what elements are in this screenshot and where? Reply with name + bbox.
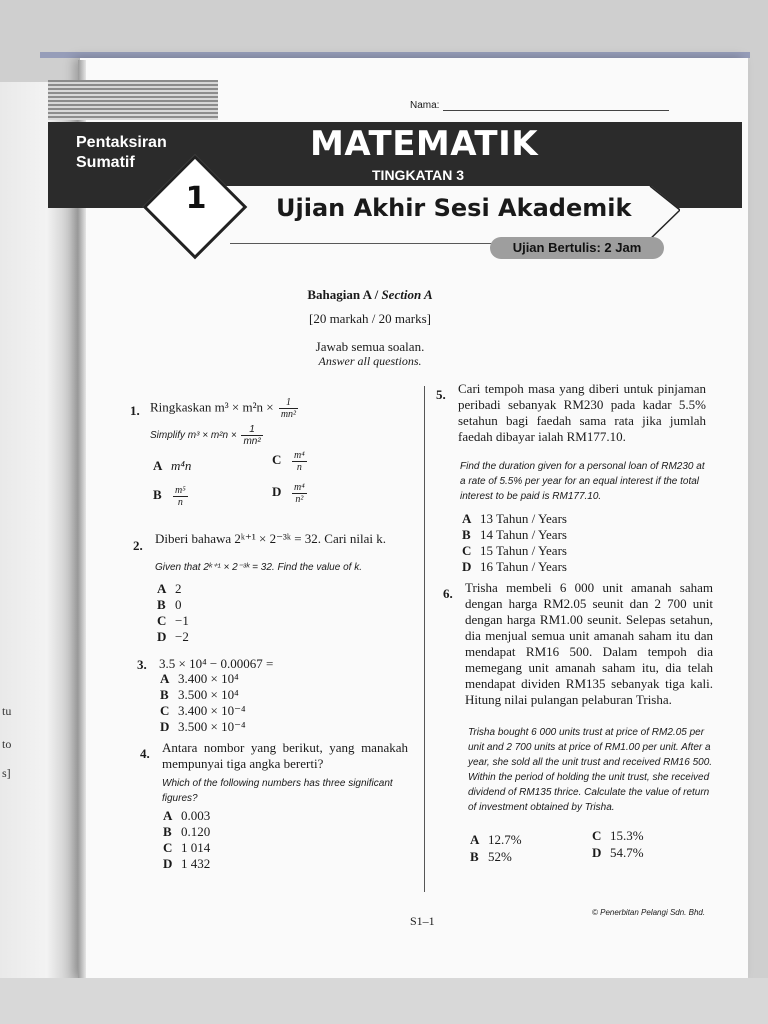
q3-option-c (160, 703, 245, 719)
question-1-text-en (150, 424, 400, 447)
option-value: 16 Tahun / Years (480, 559, 567, 574)
scan-bottom (0, 978, 768, 1024)
option-value: −2 (175, 629, 189, 644)
option-value: 1 432 (181, 856, 211, 871)
name-line (443, 110, 669, 111)
option-value: 3.400 × 10⁻⁴ (178, 703, 246, 718)
option-value: 0.003 (181, 808, 211, 823)
q4-option-a (163, 808, 210, 824)
question-number: 4. (140, 746, 150, 761)
question-number: 1. (130, 403, 140, 418)
publisher-credit: © Penerbitan Pelangi Sdn. Bhd. (592, 908, 706, 917)
section-marks: [20 markah / 20 marks] (308, 311, 432, 326)
q5-option-c (462, 543, 567, 559)
duration-badge: Ujian Bertulis: 2 Jam (490, 237, 664, 259)
option-label: A (462, 511, 472, 526)
name-field (410, 100, 669, 111)
option-value: 0.120 (181, 824, 211, 839)
instruction-ms: Jawab semua soalan. (315, 339, 425, 354)
option-value: −1 (175, 613, 189, 628)
option-value: 54.7% (610, 845, 644, 860)
option-label: B (163, 824, 172, 839)
option-label: A (470, 832, 480, 847)
question-number: 6. (443, 586, 453, 601)
q1-expression: Ringkaskan m³ × m²n × (150, 399, 274, 415)
frac-den: n (177, 497, 183, 508)
left-page-fragment: s] (2, 766, 11, 780)
frac-num: m⁵ (175, 485, 186, 496)
q3-option-a (160, 671, 239, 687)
subject-title: MATEMATIK (310, 124, 539, 164)
question-5-text-ms: Cari tempoh masa yang diberi untuk pinjaman peribadi sebanyak RM230 pada kadar 5.5% setahun bagi faedah sama rata jika jumlah faedah dibayar ialah RM177.10. (458, 381, 706, 444)
instruction-en: Answer all questions. (318, 354, 422, 368)
frac-den: n (296, 462, 302, 473)
form-label: TINGKATAN 3 (372, 167, 465, 183)
question-1-text-ms (150, 397, 400, 420)
q2-option-c (157, 613, 189, 629)
option-label: A (157, 581, 167, 596)
frac-num: m⁴ (294, 450, 305, 461)
section-title-ms: Bahagian A (307, 287, 372, 302)
q6-option-a (470, 832, 522, 848)
question-number: 3. (137, 657, 147, 672)
question-2-text-en: Given that 2ᵏ⁺¹ × 2⁻³ᵏ = 32. Find the value of k. (155, 562, 362, 573)
question-4-text-en: Which of the following numbers has three significant figures? (162, 778, 393, 804)
q1-frac-den-en: mn² (243, 436, 261, 447)
q1-fraction (279, 397, 298, 420)
option-label: C (272, 452, 282, 468)
exam-title: Ujian Akhir Sesi Akademik (276, 194, 632, 222)
section-title-en: Section A (381, 287, 433, 302)
option-value: 15 Tahun / Years (480, 543, 567, 558)
q1-frac-den: mn² (280, 409, 297, 420)
option-label: D (592, 845, 602, 860)
option-label: B (157, 597, 166, 612)
question-number: 5. (436, 387, 446, 402)
q1-expression-en: Simplify m³ × m²n × (150, 430, 237, 442)
column-divider (424, 386, 425, 892)
option-label: B (160, 687, 169, 702)
q6-option-b (470, 849, 512, 865)
assessment-line-2: Sumatif (76, 154, 135, 171)
option-label: D (160, 719, 170, 734)
left-page (0, 82, 78, 982)
q3-option-b (160, 687, 239, 703)
q1-fraction-en (241, 424, 262, 447)
name-label: Nama: (410, 100, 440, 111)
option-label: B (153, 487, 162, 503)
option-label: C (592, 828, 602, 843)
option-label: D (272, 484, 282, 500)
option-label: A (160, 671, 170, 686)
q1-frac-num-en: 1 (241, 424, 262, 436)
option-label: C (157, 613, 167, 628)
option-label: C (462, 543, 472, 558)
option-label: A (153, 458, 163, 473)
q4-option-d (163, 856, 210, 872)
q6-option-c (592, 828, 644, 844)
option-value: 15.3% (610, 828, 644, 843)
question-6-text-ms: Trisha membeli 6 000 unit amanah saham dengan harga RM2.05 seunit dan 2 700 unit dengan harga RM1.00 seunit. Selepas setahun, dia menjual semua unit amanah saham itu dan mendapat RM16 500. Dalam tempoh dia memegang unit amanah saham itu, dia telah mendapat dividen RM135 sebanyak tiga kali. Hitung nilai pulangan pelaburan Trisha. (465, 580, 713, 707)
option-label: D (462, 559, 472, 574)
question-number: 2. (133, 538, 143, 553)
assessment-number: 1 (185, 181, 207, 216)
assessment-line-1: Pentaksiran (76, 134, 167, 151)
q5-option-b (462, 527, 567, 543)
option-label: B (470, 849, 479, 864)
option-value: 13 Tahun / Years (480, 511, 567, 526)
option-label: D (163, 856, 173, 871)
page-number: S1–1 (410, 914, 435, 928)
q1-frac-num: 1 (279, 397, 298, 409)
option-value: 0 (175, 597, 182, 612)
assessment-type (76, 133, 167, 173)
q1-option-b (153, 485, 190, 508)
option-value: 52% (488, 849, 512, 864)
q6-option-d (592, 845, 644, 861)
q2-option-d (157, 629, 189, 645)
option-value: 14 Tahun / Years (480, 527, 567, 542)
q2-option-b (157, 597, 182, 613)
q1-option-a (153, 458, 191, 474)
q1-option-c (272, 450, 309, 473)
option-fraction (292, 482, 307, 505)
option-label: D (157, 629, 167, 644)
option-value: 3.400 × 10⁴ (178, 671, 239, 686)
option-label: B (462, 527, 471, 542)
question-4-text-ms: Antara nombor yang berikut, yang manakah mempunyai tiga angka bererti? (162, 740, 408, 771)
q1-option-d (272, 482, 309, 505)
question-3-text: 3.5 × 10⁴ − 0.00067 = (159, 656, 274, 671)
frac-den: n² (295, 494, 304, 505)
left-page-fragment: to (2, 737, 12, 751)
header-stripes (48, 80, 218, 120)
option-fraction (173, 485, 188, 508)
option-fraction (292, 450, 307, 473)
option-value: 12.7% (488, 832, 522, 847)
q4-option-c (163, 840, 210, 856)
option-value: 3.500 × 10⁻⁴ (178, 719, 246, 734)
frac-num: m⁴ (294, 482, 305, 493)
option-value: 3.500 × 10⁴ (178, 687, 239, 702)
q5-option-d (462, 559, 567, 575)
left-page-fragment: tu (2, 704, 12, 718)
q5-option-a (462, 511, 567, 527)
option-value: m⁴n (171, 458, 192, 473)
question-2-text-ms: Diberi bahawa 2ᵏ⁺¹ × 2⁻³ᵏ = 32. Cari nilai k. (155, 531, 387, 546)
option-label: A (163, 808, 173, 823)
question-5-text-en: Find the duration given for a personal loan of RM230 at a rate of 5.5% per year for an equal interest if the total interest to be paid is RM177.10. (460, 461, 705, 502)
option-label: C (163, 840, 173, 855)
q3-option-d (160, 719, 245, 735)
q2-option-a (157, 581, 182, 597)
option-value: 1 014 (181, 840, 211, 855)
question-6-text-en: Trisha bought 6 000 units trust at price of RM2.05 per unit and 2 700 units at price of RM1.00 per unit. After a year, she sold all the unit trust and received RM16 500. Within the period of holding the unit trust, she received dividend of RM135 thrice. Calculate the value of return of investment obtained by Trisha. (468, 727, 713, 813)
q4-option-b (163, 824, 210, 840)
option-value: 2 (175, 581, 182, 596)
section-title: Bahagian A / Section A (307, 287, 433, 302)
option-label: C (160, 703, 170, 718)
